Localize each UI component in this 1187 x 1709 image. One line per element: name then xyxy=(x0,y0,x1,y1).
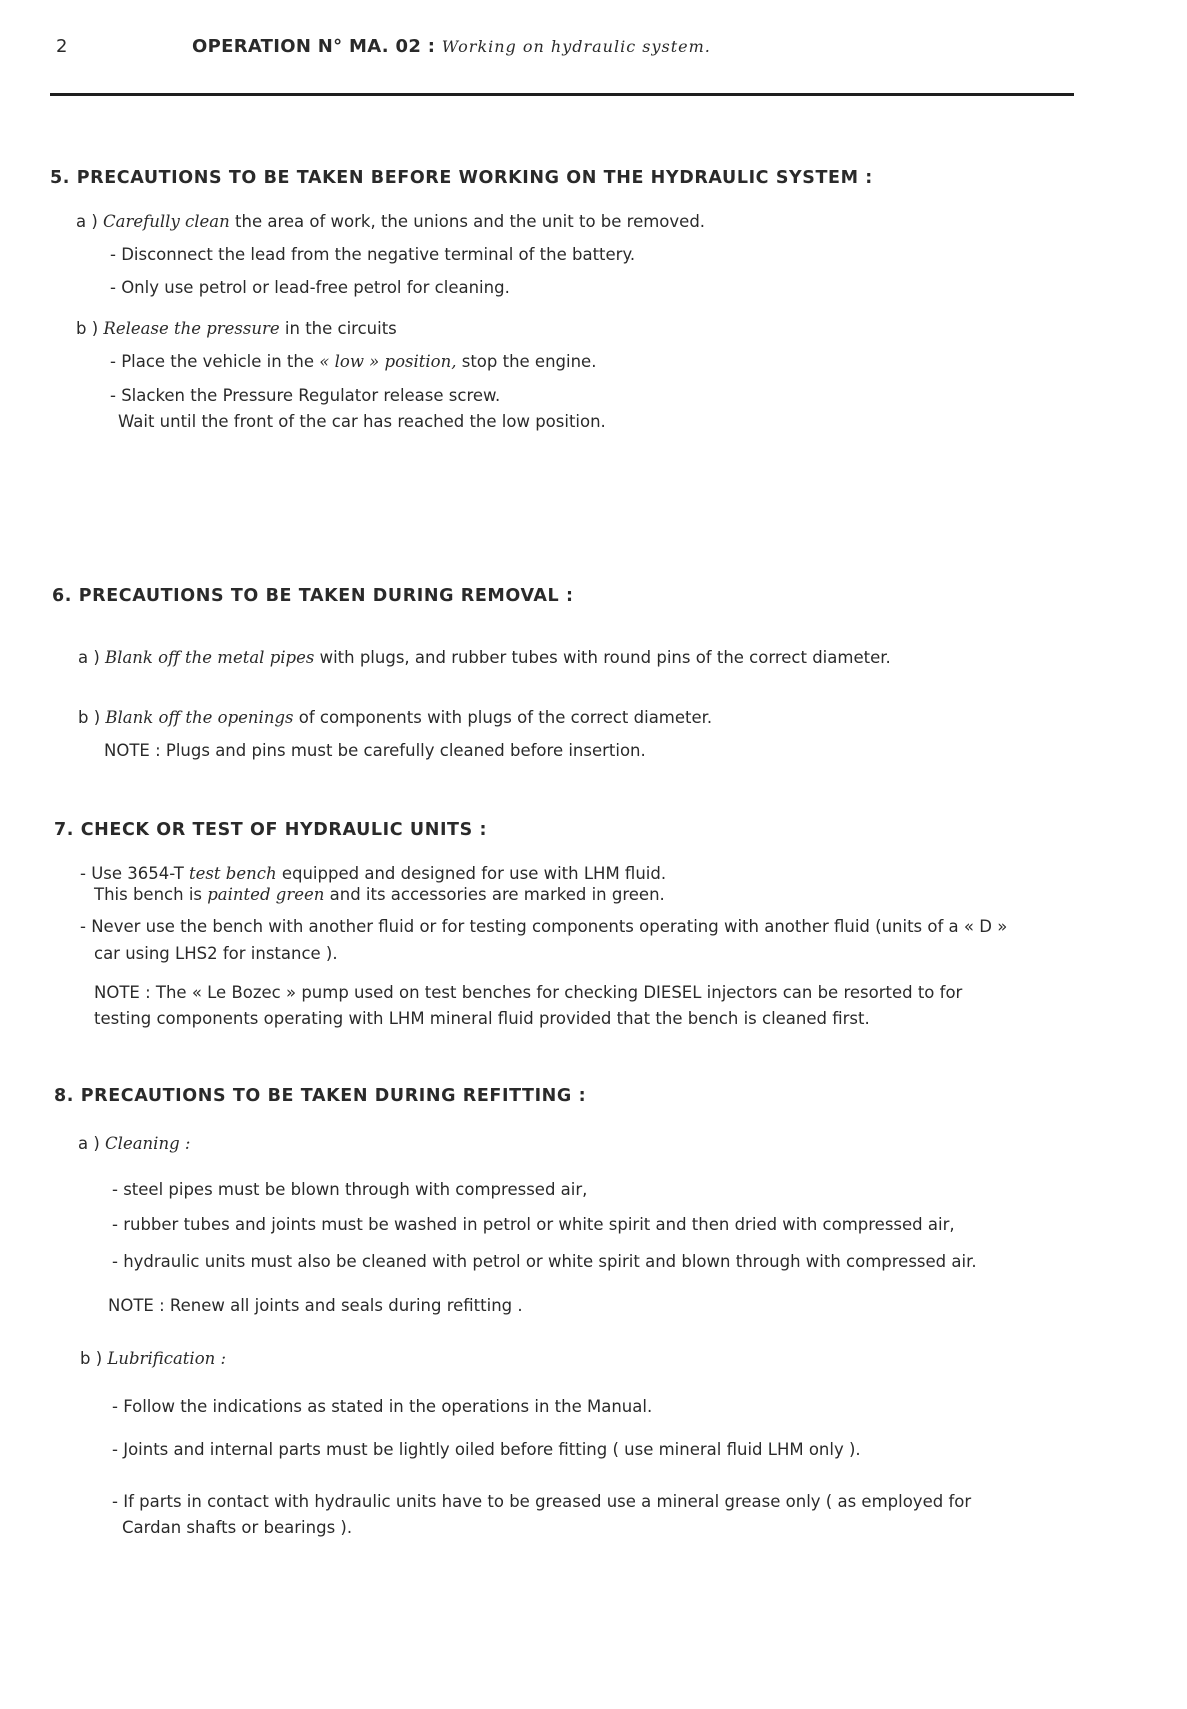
s7-line-1: - Use 3654-T test bench equipped and designed for use with LHM fluid. xyxy=(80,864,667,883)
s7-line-3: - Never use the bench with another fluid or for testing components operating with another fluid (units of a « D » xyxy=(80,917,1008,936)
s8-note: NOTE : Renew all joints and seals during refitting . xyxy=(108,1296,523,1315)
s5-a-step-1: - Disconnect the lead from the negative terminal of the battery. xyxy=(110,245,636,264)
s5-b-step-1: - Place the vehicle in the « low » position, stop the engine. xyxy=(110,352,597,371)
s8-b-step-3: - If parts in contact with hydraulic units have to be greased use a mineral grease only ( as employed for xyxy=(112,1492,972,1511)
s8-b-step-2: - Joints and internal parts must be lightly oiled before fitting ( use mineral fluid LHM only ). xyxy=(112,1440,861,1459)
s6-item-b: b ) Blank off the openings of components with plugs of the correct diameter. xyxy=(78,708,713,727)
s6-note: NOTE : Plugs and pins must be carefully cleaned before insertion. xyxy=(104,741,646,760)
page-header xyxy=(192,36,711,57)
s5-b-step-2: - Slacken the Pressure Regulator release screw. xyxy=(110,386,501,405)
section-6-heading: 6. PRECAUTIONS TO BE TAKEN DURING REMOVAL : xyxy=(52,586,574,606)
s8-item-a: a ) Cleaning : xyxy=(78,1134,191,1153)
section-7-heading: 7. CHECK OR TEST OF HYDRAULIC UNITS : xyxy=(54,820,488,840)
s5-item-a: a ) Carefully clean the area of work, the unions and the unit to be removed. xyxy=(76,212,706,231)
page-number: 2 xyxy=(56,36,68,57)
s8-b-step-1: - Follow the indications as stated in the operations in the Manual. xyxy=(112,1397,653,1416)
s7-line-4: car using LHS2 for instance ). xyxy=(94,944,338,963)
header-rule xyxy=(50,93,1074,96)
s6-item-a: a ) Blank off the metal pipes with plugs, and rubber tubes with round pins of the correct diameter. xyxy=(78,648,891,667)
s5-b-step-3: Wait until the front of the car has reached the low position. xyxy=(118,412,606,431)
s8-a-step-3: - hydraulic units must also be cleaned with petrol or white spirit and blown through with compressed air. xyxy=(112,1252,977,1271)
s8-a-step-2: - rubber tubes and joints must be washed in petrol or white spirit and then dried with compressed air, xyxy=(112,1215,955,1234)
s8-b-step-4: Cardan shafts or bearings ). xyxy=(122,1518,353,1537)
s5-item-b: b ) Release the pressure in the circuits xyxy=(76,319,397,338)
s7-line-2: This bench is painted green and its accessories are marked in green. xyxy=(94,885,665,904)
operation-number: OPERATION N° MA. 02 : xyxy=(192,36,436,57)
s8-item-b: b ) Lubrification : xyxy=(80,1349,227,1368)
s5-a-step-2: - Only use petrol or lead-free petrol for cleaning. xyxy=(110,278,510,297)
operation-subject: Working on hydraulic system. xyxy=(441,37,711,56)
s7-note-line-1: NOTE : The « Le Bozec » pump used on test benches for checking DIESEL injectors can be resorted to for xyxy=(94,983,963,1002)
s7-note-line-2: testing components operating with LHM mineral fluid provided that the bench is cleaned first. xyxy=(94,1009,870,1028)
section-5-heading: 5. PRECAUTIONS TO BE TAKEN BEFORE WORKING ON THE HYDRAULIC SYSTEM : xyxy=(50,168,873,188)
s8-a-step-1: - steel pipes must be blown through with compressed air, xyxy=(112,1180,588,1199)
section-8-heading: 8. PRECAUTIONS TO BE TAKEN DURING REFITTING : xyxy=(54,1086,587,1106)
